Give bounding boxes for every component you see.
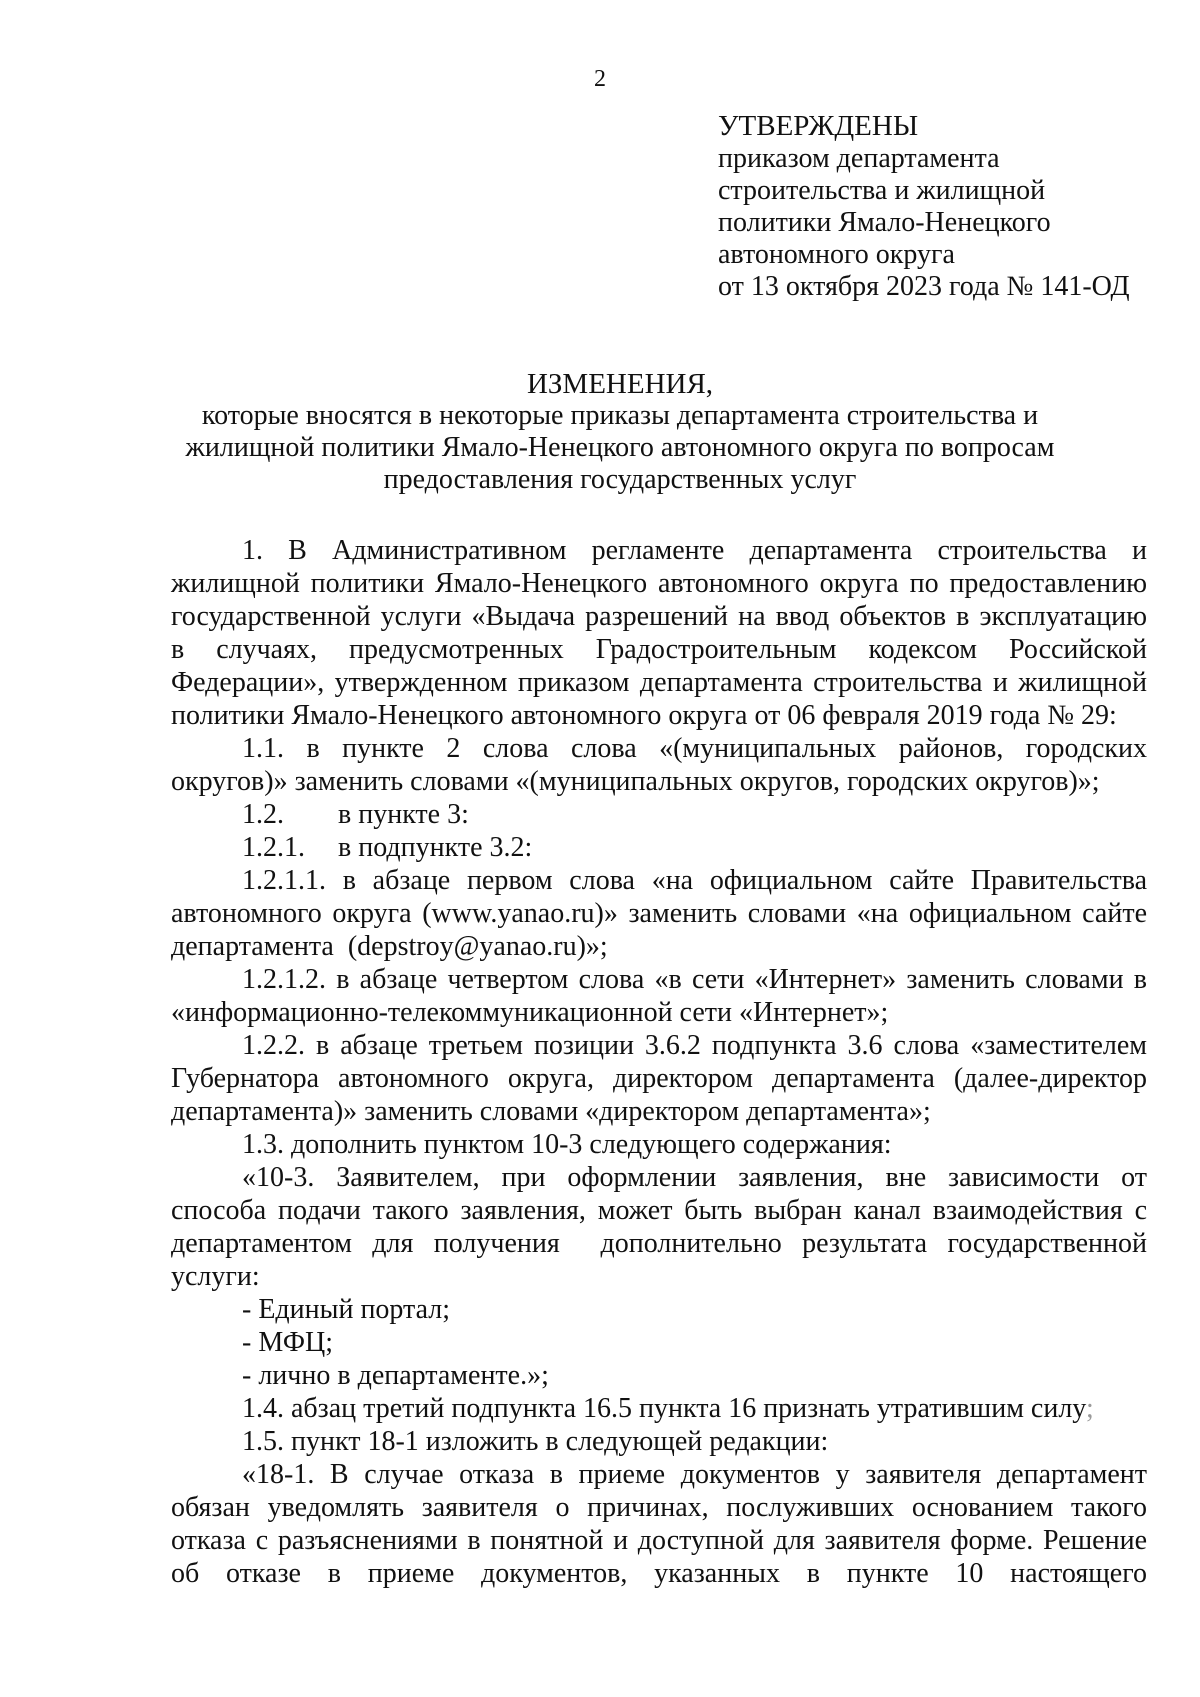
item-text: в пункте 3: — [338, 799, 469, 830]
paragraph-1-2-1-1 — [171, 864, 1147, 963]
text-line: 1.2.1.2. в абзаце четвертом слова «в сети «Интернет» заменить словами в — [242, 964, 1147, 995]
text-line: Губернатора автономного округа, директором департамента (далее-директор — [171, 1063, 1147, 1094]
paragraph-18-1 — [171, 1458, 1147, 1590]
document-title: ИЗМЕНЕНИЯ, — [526, 368, 714, 400]
paragraph-1-3: 1.3. дополнить пунктом 10-3 следующего содержания: — [242, 1129, 892, 1160]
text-line: 1.2.1.1. в абзаце первом слова «на официальном сайте Правительства — [242, 865, 1147, 896]
paragraph-10-3 — [171, 1161, 1147, 1293]
text-line: департамента (depstroy@yanao.ru)»; — [171, 931, 608, 962]
paragraph-1-2-1 — [171, 831, 1147, 864]
paragraph-1-2-2 — [171, 1029, 1147, 1128]
text-line: автономного округа (www.yanao.ru)» заменить словами «на официальном сайте — [171, 898, 1147, 929]
text-line: способа подачи такого заявления, может быть выбран канал взаимодействия с — [171, 1195, 1147, 1226]
item-number: 1.2.1. — [242, 832, 305, 863]
document-subtitle-line: предоставления государственных услуг — [383, 464, 857, 495]
approval-stamp-block — [718, 110, 1130, 303]
list-item: - Единый портал; — [242, 1294, 451, 1325]
approval-line: от 13 октября 2023 года № 141-ОД — [718, 271, 1130, 302]
text-line: департаментом для получения дополнительно результата государственной — [171, 1228, 1147, 1259]
text-line: политики Ямало-Ненецкого автономного округа от 06 февраля 2019 года № 29: — [171, 700, 1117, 731]
paragraph-1-5: 1.5. пункт 18-1 изложить в следующей редакции: — [242, 1426, 829, 1457]
text-line: в случаях, предусмотренных Градостроительным кодексом Российской — [171, 634, 1147, 665]
text-line: округов)» заменить словами «(муниципальных округов, городских округов)»; — [171, 766, 1100, 797]
document-subtitle-line: которые вносятся в некоторые приказы департамента строительства и — [201, 400, 1039, 431]
text-line: Федерации», утвержденном приказом департамента строительства и жилищной — [171, 667, 1147, 698]
text-line: обязан уведомлять заявителя о причинах, послуживших основанием такого — [171, 1492, 1147, 1523]
text-line: об отказе в приеме документов, указанных в пункте 10 настоящего — [171, 1558, 1147, 1589]
list-item: - лично в департаменте.»; — [242, 1360, 549, 1391]
paragraph-1-1 — [171, 732, 1147, 798]
approval-line: политики Ямало-Ненецкого — [718, 207, 1051, 238]
text-line: «18-1. В случае отказа в приеме документов у заявителя департамент — [242, 1459, 1147, 1490]
text-line: государственной услуги «Выдача разрешений на ввод объектов в эксплуатацию — [171, 601, 1147, 632]
paragraph-1-2-1-2 — [171, 963, 1147, 1029]
item-text: в подпункте 3.2: — [338, 832, 533, 863]
text-line: департамента)» заменить словами «директором департамента»; — [171, 1096, 931, 1127]
text-line: 1.1. в пункте 2 слова слова «(муниципальных районов, городских — [242, 733, 1147, 764]
item-text: 1.4. абзац третий подпункта 16.5 пункта 16 признать утратившим силу — [242, 1393, 1086, 1424]
text-line: 1.2.2. в абзаце третьем позиции 3.6.2 подпункта 3.6 слова «заместителем — [242, 1030, 1147, 1061]
faint-semicolon: ; — [1085, 1393, 1094, 1424]
paragraph-1-4 — [171, 1392, 1147, 1425]
paragraph-1-2 — [171, 798, 1147, 831]
approval-line: автономного округа — [718, 239, 955, 270]
approval-line: строительства и жилищной — [718, 175, 1046, 206]
approval-line: приказом департамента — [718, 143, 1000, 174]
text-line: жилищной политики Ямало-Ненецкого автономного округа по предоставлению — [171, 568, 1147, 599]
text-line: «10-3. Заявителем, при оформлении заявления, вне зависимости от — [242, 1162, 1147, 1193]
paragraph-1 — [171, 534, 1147, 732]
text-line: 1. В Административном регламенте департамента строительства и — [242, 535, 1147, 566]
text-line: отказа с разъяснениями в понятной и доступной для заявителя форме. Решение — [171, 1525, 1147, 1556]
text-line: «информационно-телекоммуникационной сети «Интернет»; — [171, 997, 889, 1028]
text-line: услуги: — [171, 1261, 260, 1292]
list-item: - МФЦ; — [242, 1327, 333, 1358]
page-number: 2 — [594, 66, 606, 92]
document-subtitle-line: жилищной политики Ямало-Ненецкого автономного округа по вопросам — [185, 432, 1055, 463]
item-number: 1.2. — [242, 799, 284, 830]
document-body — [171, 534, 1147, 1590]
document-title-block — [160, 368, 1080, 496]
approval-heading: УТВЕРЖДЕНЫ — [718, 110, 919, 142]
